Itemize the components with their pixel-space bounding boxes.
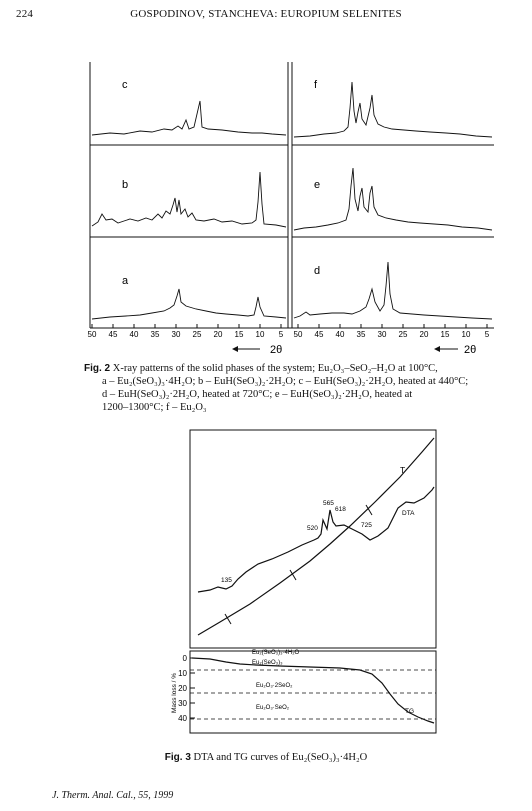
mass-tick-label: 40 xyxy=(178,714,187,723)
tg-panel-frame xyxy=(190,651,436,733)
left-tick-label: 40 xyxy=(129,330,139,339)
fig2-caption-line-2: a – Eu₂(SeO₃)₃·4H₂O; b – EuH(SeO₃)₂·2H₂O; c – EuH(SeO₃)₂·2H₂O, heated at 440°C; xyxy=(102,376,469,387)
dta-curve-label: DTA xyxy=(402,510,415,517)
axis-label-2theta: 2θ xyxy=(270,344,283,356)
pattern-label-d: d xyxy=(314,265,321,277)
tg-curve-label: TG xyxy=(405,708,415,715)
right-tick-label: 20 xyxy=(419,330,429,339)
dta-panel-frame xyxy=(190,430,436,648)
figure-3-caption xyxy=(0,752,532,763)
dta-peak-label: 135 xyxy=(221,577,232,584)
fig2-caption-line-4: 1200–1300°C; f – Eu₂O₃ xyxy=(102,402,207,413)
left-tick-label: 35 xyxy=(150,330,160,339)
tg-phase-label: Eu₂(SeO₃)₃·4H₂O xyxy=(252,650,300,656)
right-tick-label: 40 xyxy=(335,330,345,339)
axis-label-2theta: 2θ xyxy=(464,344,477,356)
tg-phase-label: Eu₂O₃·2SeO₂ xyxy=(256,683,293,689)
fig3-caption-text: DTA and TG curves of Eu₂(SeO₃)₃·4H₂O xyxy=(193,752,368,763)
pattern-label-e: e xyxy=(314,179,321,191)
left-tick-label: 25 xyxy=(192,330,202,339)
pattern-label-c: c xyxy=(122,79,128,91)
dta-peak-label: 565 xyxy=(323,500,334,507)
left-tick-label: 5 xyxy=(278,330,284,339)
mass-tick-label: 0 xyxy=(182,654,187,663)
left-tick-label: 10 xyxy=(255,330,265,339)
t-curve-label: T xyxy=(400,465,406,475)
pattern-label-f: f xyxy=(314,79,318,91)
right-tick-label: 15 xyxy=(440,330,450,339)
mass-tick-label: 10 xyxy=(178,669,187,678)
right-tick-label: 45 xyxy=(314,330,324,339)
tg-phase-label: Eu₂(SeO₃)₃ xyxy=(252,660,283,666)
mass-axis-label: Mass loss / % xyxy=(171,672,178,714)
page-number: 224 xyxy=(16,8,34,20)
running-head: GOSPODINOV, STANCHEVA: EUROPIUM SELENITES xyxy=(130,8,402,20)
left-tick-label: 15 xyxy=(234,330,244,339)
fig2-caption-label: Fig. 2 xyxy=(84,363,111,374)
tg-curve xyxy=(192,658,434,723)
right-tick-label: 30 xyxy=(377,330,387,339)
fig3-caption-label: Fig. 3 xyxy=(164,752,191,763)
mass-tick-labels xyxy=(178,654,187,723)
mass-ticks xyxy=(190,658,195,718)
mass-tick-label: 30 xyxy=(178,699,187,708)
left-tick-label: 50 xyxy=(87,330,97,339)
dta-peak-label: 725 xyxy=(361,522,372,529)
tg-phase-label: Eu₂O₃·SeO₂ xyxy=(256,705,290,711)
left-tick-label: 45 xyxy=(108,330,118,339)
right-tick-label: 5 xyxy=(484,330,490,339)
left-tick-label: 20 xyxy=(213,330,223,339)
dta-peak-label: 520 xyxy=(307,525,318,532)
journal-footer: J. Therm. Anal. Cal., 55, 1999 xyxy=(52,790,174,801)
right-tick-label: 50 xyxy=(293,330,303,339)
mass-tick-label: 20 xyxy=(178,684,187,693)
right-tick-label: 25 xyxy=(398,330,408,339)
dta-peak-label: 618 xyxy=(335,506,346,513)
tg-phase-lines xyxy=(190,670,436,719)
temperature-curve xyxy=(198,438,434,635)
dta-curve xyxy=(198,487,434,592)
left-tick-label: 30 xyxy=(171,330,181,339)
fig2-caption-line-1: X-ray patterns of the solid phases of the system; Eu₂O₃–SeO₂–H₂O at 100°C, xyxy=(112,363,438,374)
pattern-label-b: b xyxy=(122,179,129,191)
pattern-label-a: a xyxy=(122,275,129,287)
fig2-caption-line-3: d – EuH(SeO₃)₂·2H₂O, heated at 720°C; e – EuH(SeO₃)₂·2H₂O, heated at xyxy=(102,389,413,400)
right-tick-label: 35 xyxy=(356,330,366,339)
right-tick-label: 10 xyxy=(461,330,471,339)
